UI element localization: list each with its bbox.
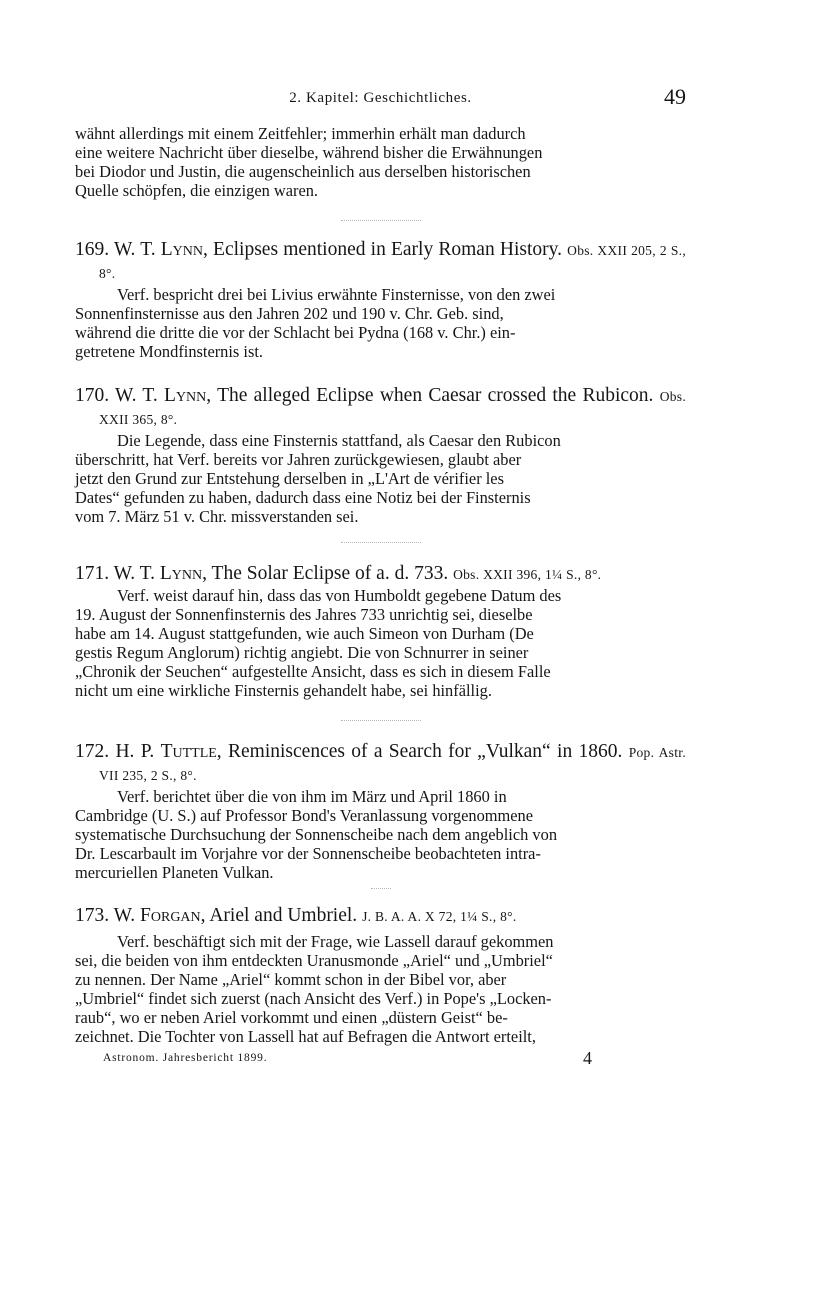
separator-rule (341, 542, 421, 543)
author-surname: Lynn, (160, 239, 208, 260)
author-initials: H. P. (115, 741, 155, 762)
entry-number: 169. (75, 239, 110, 260)
text-line: Quelle schöpfen, die einzigen waren. (75, 181, 319, 200)
entry-173 (75, 905, 686, 1046)
author-initials: W. T. (115, 385, 158, 406)
entry-169 (75, 239, 686, 361)
text-line: jetzt den Grund zur Entstehung derselben in „L'Art de vérifier les (75, 469, 504, 488)
text-line: Sonnenfinsternisse aus den Jahren 202 und 190 v. Chr. Geb. sind, (75, 304, 504, 323)
entry-title: The alleged Eclipse when Caesar crossed the Rubicon. (217, 385, 654, 406)
entry-body (75, 787, 686, 882)
text-line: gestis Regum Anglorum) richtig angiebt. Die von Schnurrer in seiner (75, 643, 529, 662)
entry-title: The Solar Eclipse of a. d. 733. (211, 563, 449, 584)
separator-rule (371, 888, 391, 889)
entry-body (75, 431, 686, 526)
text-line: eine weitere Nachricht über dieselbe, während bisher die Erwähnungen (75, 143, 543, 162)
author-initials: W. (113, 905, 136, 926)
text-line: raub“, wo er neben Ariel vorkommt und einen „düstern Geist“ be- (75, 1008, 508, 1027)
text-line: Dr. Lescarbault im Vorjahre vor der Sonnenscheibe beobachteten intra- (75, 844, 541, 863)
entry-reference: Obs. XXII 205, 2 S., 8°. (99, 243, 687, 281)
entry-heading (75, 563, 686, 586)
text-line: während die dritte die vor der Schlacht bei Pydna (168 v. Chr.) ein- (75, 323, 516, 342)
text-line: Cambridge (U. S.) auf Professor Bond's Veranlassung vorgenommene (75, 806, 534, 825)
entry-reference: Obs. XXII 396, 1¼ S., 8°. (453, 567, 602, 582)
text-line: Verf. beschäftigt sich mit der Frage, wie Lassell darauf gekommen (117, 932, 554, 951)
entry-heading (75, 385, 686, 431)
running-title: 2. Kapitel: Geschichtliches. (289, 90, 472, 106)
text-line: Verf. berichtet über die von ihm im März und April 1860 in (117, 787, 507, 806)
entry-170 (75, 385, 686, 526)
page (75, 84, 686, 1070)
text-line: Verf. bespricht drei bei Livius erwähnte Finsternisse, von den zwei (117, 285, 556, 304)
entry-number: 173. (75, 905, 110, 926)
text-line: Die Legende, dass eine Finsternis stattfand, als Caesar den Rubicon (117, 431, 561, 450)
author-surname: Lynn, (159, 563, 208, 584)
entry-heading (75, 905, 686, 928)
author-initials: W. T. (113, 563, 156, 584)
entry-number: 171. (75, 563, 110, 584)
entry-number: 170. (75, 385, 110, 406)
entry-body (75, 285, 686, 361)
entry-number: 172. (75, 741, 110, 762)
entry-title: Ariel and Umbriel. (209, 905, 358, 926)
author-surname: Forgan, (140, 905, 206, 926)
text-line: „Chronik der Seuchen“ aufgestellte Ansicht, dass es sich in diesem Falle (75, 662, 551, 681)
text-line: sei, die beiden von ihm entdeckten Uranusmonde „Ariel“ und „Umbriel“ (75, 951, 553, 970)
text-line: habe am 14. August stattgefunden, wie auch Simeon von Durham (De (75, 624, 534, 643)
author-surname: Lynn, (164, 385, 212, 406)
text-line: zu nennen. Der Name „Ariel“ kommt schon in der Bibel vor, aber (75, 970, 507, 989)
intro-paragraph (75, 124, 686, 200)
entry-reference: Obs. XXII 365, 8°. (99, 389, 687, 427)
entry-171 (75, 563, 686, 700)
author-surname: Tuttle, (160, 741, 222, 762)
separator-rule (341, 720, 421, 721)
running-header (75, 84, 686, 112)
page-number: 49 (664, 84, 686, 109)
separator-rule (341, 220, 421, 221)
text-line: „Umbriel“ findet sich zuerst (nach Ansicht des Verf.) in Pope's „Locken- (75, 989, 552, 1008)
entry-heading (75, 741, 686, 787)
author-initials: W. T. (113, 239, 156, 260)
text-line: wähnt allerdings mit einem Zeitfehler; immerhin erhält man dadurch (75, 124, 526, 143)
entry-reference: J. B. A. A. X 72, 1¼ S., 8°. (362, 909, 517, 924)
text-line: nicht um eine wirkliche Finsternis gehandelt habe, sei hinfällig. (75, 681, 492, 700)
text-line: getretene Mondfinsternis ist. (75, 342, 263, 361)
sheet-signature: 4 (583, 1048, 592, 1068)
text-line: zeichnet. Die Tochter von Lassell hat auf Befragen die Antwort erteilt, (75, 1027, 536, 1046)
entry-title: Reminiscences of a Search for „Vulkan“ in 1860. (228, 741, 623, 762)
text-line: 19. August der Sonnenfinsternis des Jahres 733 unrichtig sei, dieselbe (75, 605, 533, 624)
text-line: überschritt, hat Verf. bereits vor Jahren zurückgewiesen, glaubt aber (75, 450, 522, 469)
entry-title: Eclipses mentioned in Early Roman History. (213, 239, 562, 260)
entry-body (75, 586, 686, 700)
text-line: vom 7. März 51 v. Chr. missverstanden sei. (75, 507, 359, 526)
text-line: Verf. weist darauf hin, dass das von Humboldt gegebene Datum des (117, 586, 562, 605)
text-line: Dates“ gefunden zu haben, dadurch dass eine Notiz bei der Finsternis (75, 488, 531, 507)
page-footer (75, 1048, 686, 1070)
text-line: bei Diodor und Justin, die augenscheinlich aus derselben historischen (75, 162, 531, 181)
entry-body (75, 932, 686, 1046)
entry-172 (75, 741, 686, 882)
entry-reference: Pop. Astr. VII 235, 2 S., 8°. (99, 745, 687, 783)
text-line: systematische Durchsuchung der Sonnenscheibe nach dem angeblich von (75, 825, 558, 844)
footer-source: Astronom. Jahresbericht 1899. (103, 1052, 268, 1064)
entry-heading (75, 239, 686, 285)
text-line: mercuriellen Planeten Vulkan. (75, 863, 274, 882)
